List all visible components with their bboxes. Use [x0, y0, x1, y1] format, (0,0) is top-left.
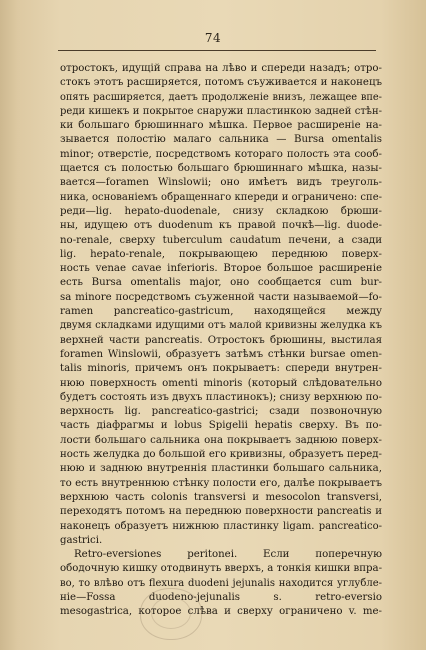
body-text	[60, 62, 382, 620]
text-line: реди кишекъ и покрытое снаружи пластинкою задней стѣн-	[60, 105, 382, 117]
text-line: ность venae cavae inferioris. Второе большое расширеніе	[60, 263, 382, 275]
text-line: ніе—Fossa duodeno-jejunalis s. retro-eversio	[60, 591, 382, 603]
text-line: sa minore посредствомъ съуженной части называемой—fo-	[60, 291, 382, 303]
text-line: foramen Winslowii, образуетъ затѣмъ стѣнки bursae omen-	[60, 348, 382, 360]
text-line: lig. hepato-renale, покрывающею переднюю поверх-	[60, 248, 382, 260]
text-line: реди—lig. hepato-duodenale, снизу складкою брюши-	[60, 205, 382, 217]
text-line: no-renale, сверху tuberculum caudatum печени, а сзади	[60, 234, 382, 246]
text-line: gastrici.	[60, 534, 103, 546]
page-number: 74	[204, 31, 222, 45]
text-line: опять расширяется, даетъ продолженіе внизъ, лежащее впе-	[60, 91, 382, 103]
text-line: верхнюю часть colonis transversi и mesocolon transversi,	[60, 491, 382, 503]
text-line: щается съ полостью большаго брюшиннаго мѣшка, назы-	[60, 163, 382, 175]
text-line: ramen pancreatico-gastricum, находящейся между	[60, 306, 382, 318]
text-line: нюю и заднюю внутреннія пластинки большаго сальника,	[60, 463, 382, 475]
text-line: стокъ этотъ расширяется, потомъ съуживается и наконецъ	[60, 77, 382, 89]
text-line: ны, идущею отъ duodenum къ правой почкѣ—lig. duode-	[60, 220, 382, 232]
text-line: верхность lig. pancreatico-gastrici; сзади позвоночную	[60, 406, 382, 418]
text-line: нюю поверхность omenti minoris (который слѣдовательно	[60, 377, 382, 389]
text-line: лости большаго сальника она покрываетъ заднюю поверх-	[60, 434, 382, 446]
text-line: talis minoris, причемъ онъ покрываетъ: спереди внутрен-	[60, 363, 382, 375]
text-line: верхней части pancreatis. Отростокъ брюшины, выстилая	[60, 334, 382, 346]
header-rule	[58, 50, 376, 51]
text-line: mesogastrica, которое слѣва и сверху ограничено v. me-	[60, 606, 382, 618]
text-line: переходятъ потомъ на переднюю поверхности pancreatis и	[60, 506, 382, 518]
text-line: наконецъ образуетъ нижнюю пластинку ligam. pancreatico-	[60, 520, 382, 532]
text-line: ободочную кишку отодвинуть вверхъ, а тонкія кишки впра-	[60, 563, 382, 575]
text-line: ки большаго брюшиннаго мѣшка. Первое расширеніе на-	[60, 120, 382, 132]
text-line: есть Bursa omentalis major, оно сообщается cum bur-	[60, 277, 382, 289]
text-line: будетъ состоять изъ двухъ пластинокъ); снизу верхнюю по-	[60, 391, 382, 403]
faded-library-stamp	[140, 588, 202, 640]
text-line: ника, основаніемъ обращеннаго кпереди и ограничено: спе-	[60, 191, 382, 203]
text-line: часть діафрагмы и lobus Spigelii hepatis сверху. Въ по-	[60, 420, 382, 432]
text-line: minor; отверстіе, посредствомъ котораго полость эта сооб-	[60, 148, 382, 160]
text-line: во, то влѣво отъ flexura duodeni jejunalis находится углубле-	[60, 577, 382, 589]
text-line: отростокъ, идущій справа на лѣво и спереди назадъ; отро-	[60, 63, 382, 74]
text-line: двумя складками идущими отъ малой кривизны желудка къ	[60, 320, 382, 332]
text-line: ность желудка до большой его кривизны, образуетъ перед-	[60, 449, 382, 461]
text-line: зывается полостію малаго сальника — Bursa omentalis	[60, 134, 382, 146]
text-line: вается—foramen Winslowii; оно имѣетъ видъ треуголь-	[60, 177, 382, 189]
text-line: то есть внутреннюю стѣнку полости его, далѣе покрываетъ	[60, 477, 382, 489]
text-line: Retro-eversiones peritonei. Если поперечную	[74, 549, 382, 561]
